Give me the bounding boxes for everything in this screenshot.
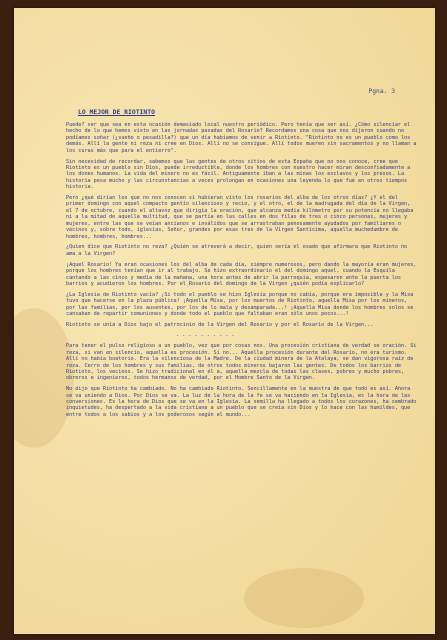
paragraph: No dijo que Riotinto ha cambiado. No ha cambiado Riotinto. Sencillamente en la muestra de que todo es así. Ahora se va uniendo a Dios. Por Dios se va. La luz de la hora de la fe se va haciendo en la Iglesia, es la hora de las conversiones. Es la hora de Dios que se va en la Iglesia. La semilla ha llegado a todos los corazones, ha sembrado inquietudes, ha despertado a la vida cristiana a un pueblo que se creía sin Dios y lo hace con las humildes, que entre todos a los sabios y a los poderosos según el mundo... xyxy=(66,386,417,418)
document-page xyxy=(14,8,435,634)
section-divider: - - - - - - - - - - xyxy=(176,332,235,339)
paragraph: Sin necesidad de recordar, sabemos que las gentes de otros sitios de esta España que no nos conoce, cree que Riotinto es un pueblo sin Dios, puede irreductible, donde los hombres con nuestro hacer miran desconfiadamente a los dones humanos. La vida del minero no es fácil. Antiguamente iban a las minas los esclavos y los presos. La historia pesa mucho y las circunstancias a veces prolongan en ocasiones una leyenda lo que fué en otros tiempos historia. xyxy=(66,158,411,191)
page-number: Pgna. 3 xyxy=(368,88,395,95)
paragraph: ¿La Iglesia de Riotinto vacía? ¡Si todo el pueblo se hizo Iglesia porque no cabía, porque era imposible y la Misa tuvo que hacerse en la plaza pública! ¡Aquella Misa, por los muertos de Riotinto, aquella Misa por los mineros, por las familias, por los ausentes, por los de lo mala y desamparada...! ¡Aquella Misa donde los hombres solos se cansaban de repartir comuniones y donde todo el pueblo que faltaban eran sólo unos pocos...! xyxy=(66,291,414,318)
paragraph: ¿Quien dice que Riotinto no reza? ¿Quién se atreverá a decir, quien sería el osado que afirmara que Riotinto no ama a la Virgen? xyxy=(66,244,408,257)
paragraph: ¡Aquel Rosario! Ya eran ocasiones los del alba de cada día, siempre numerosos, pero dando la mayoría eran mujeres, porque los hombres tenían que ir al trabajo. Se hizo extraordinario el del domingo aquel, cuando la Esquila cantando a las cinco y media de la mañana, una hora antes de abrir la parroquia, espesaron ante la puerta los barrios y acudieron los hombres. Por el Rosario del domingo de la Virgen ¿quién podía explicarlo? xyxy=(66,261,417,287)
paragraph: Riotinto se unía a Dios bajo el patrocinio de la Virgen del Rosario y por el Rosario de la Virgen... xyxy=(66,321,374,328)
paper-stain xyxy=(244,568,364,628)
article-title: LO MEJOR DE RIOTINTO xyxy=(78,108,155,116)
paragraph: Puede? ser que sea en esta ocasión demasiado local nuestro periódico. Pero tenía que ser así. ¿Cómo silenciar el hecho de lo que hemos visto en las jornadas pasadas del Rosario? Recordamos una cosa que nos dijeron cuando no podíamos soñar (¿sueño o pesadilla?) que un día habíamos de venir a Riotinto. "Riotinto no es un pueblo como los demás. Allí la gente ni reza ni cree en Dios. Allí no se consigue. Allí todos mueren sin sacramentos y no llaman a los curas más que para el entierro". xyxy=(66,122,417,154)
paper-stain xyxy=(14,308,74,448)
paragraph: Para tener el pulso religioso a un pueblo, vez que por cosas nos. Una procesión cristiana de verdad se oración. Si reza, si van en silencio, aquella es procesión. Si no... Aquella procesión durante del Rosario, no era turismo. Allí no había boatorio. Era la silenciosa de la Madre. De la ciudad minera de la Atalaya, se dan vigorosa raíz de reza. Cerro de los hombres y sus familias, de otros todos mineros bajaron las gentes. De todos los barrios de Riotinto, los vecinos. Se hizo tradicional en él a, aquella mezcla de todas las clases, pobres y mucho pobres, obreros e ingenieros, todos hermanos de verdad, por el Hombre Santo de la Virgen. xyxy=(66,343,417,382)
paragraph: Pero ¿qué dirían los que no nos conocen si hubieran visto los rosarios del alba de los otros días? ¿Y el del primer domingo con aquel compacto gentío silencioso y recio, y el otro, el de la madrugada del día de la Virgen, el 7 de octubre, cuando el altavoz que dirigía la oración, que alcanza media kilómetro por su potencia no llegaba ni a la mitad de aquella multitud, que se partía en las calles en dos filas de tres o cinco personas, mujeres y mujeres, entre las que se veían ancianos e inválidos que se arrastraban penosamente ayudados por familiares o vecinos y, sobre todo, iglesias, Señor, grandes por esas tres de la Virgen Santísima, aquella muchedumbre de hombres, hombres, hombres... xyxy=(66,195,414,240)
article-body xyxy=(66,122,418,423)
